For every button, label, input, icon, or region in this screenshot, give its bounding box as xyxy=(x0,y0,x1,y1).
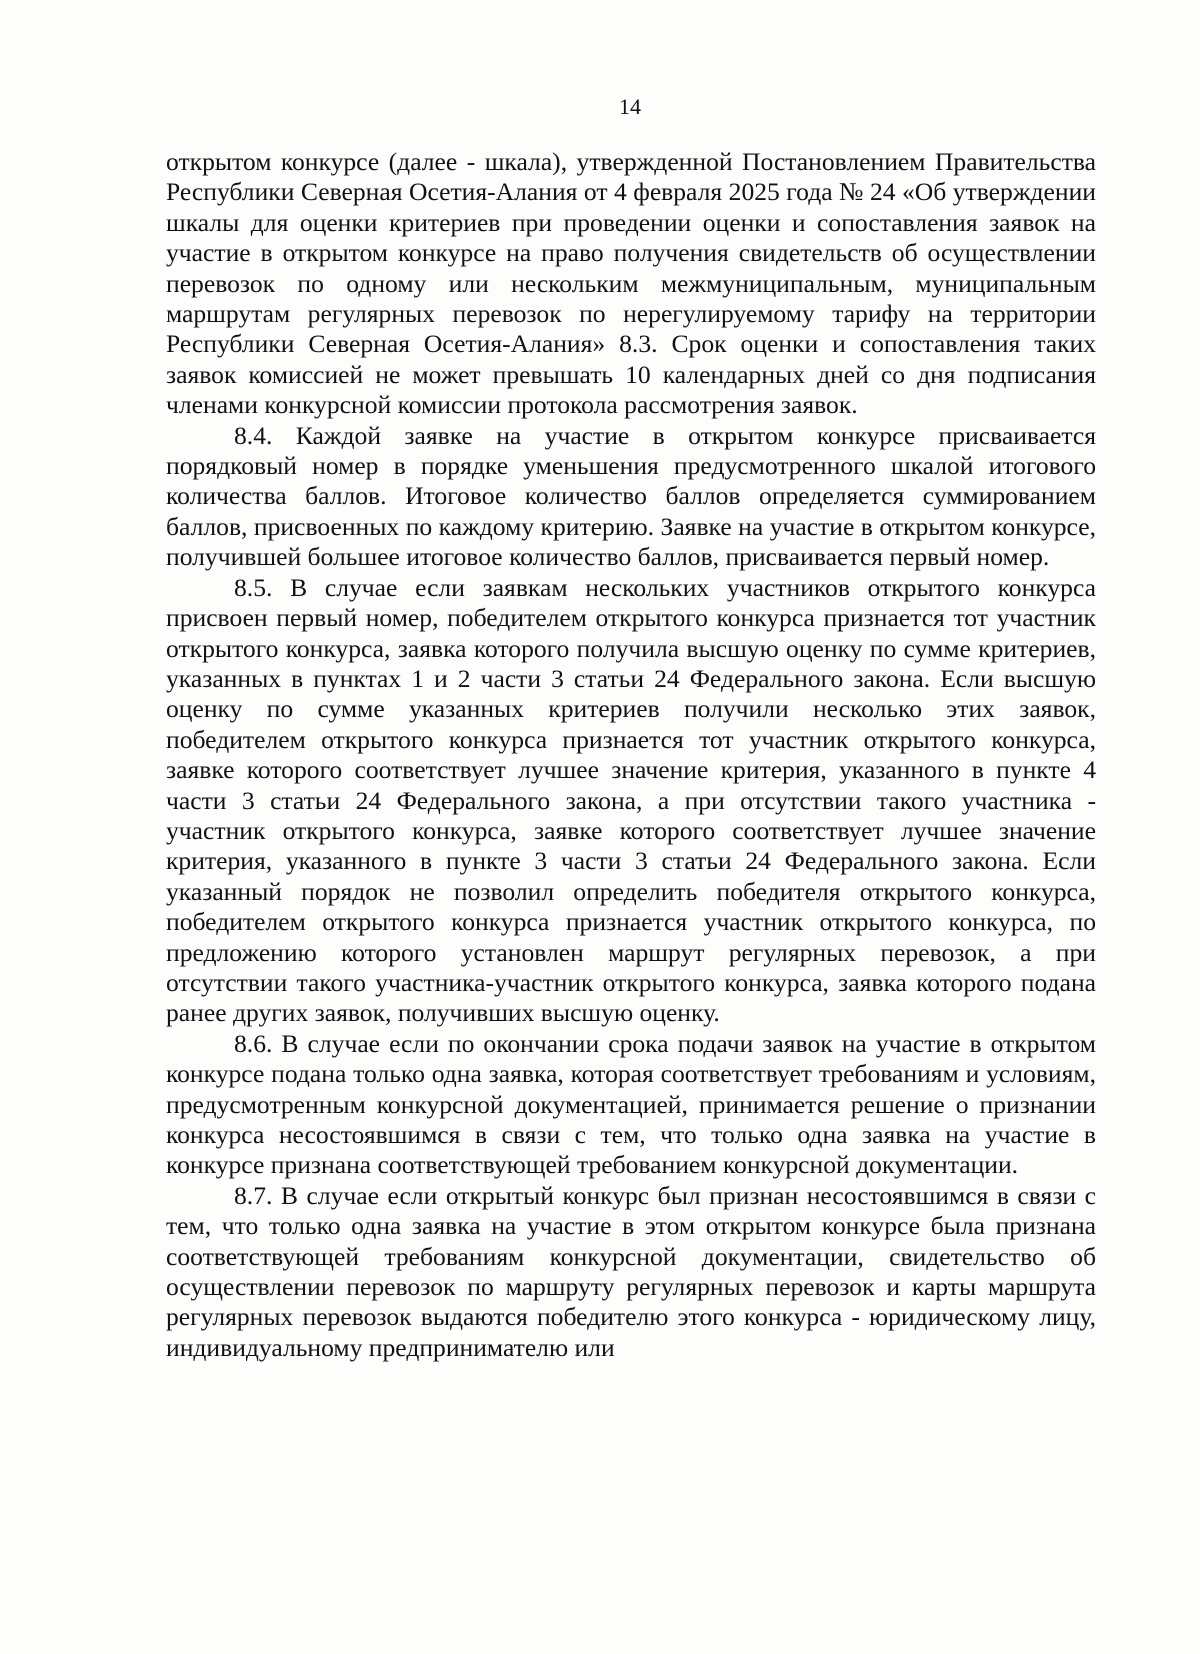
paragraph-8-6: 8.6. В случае если по окончании срока подачи заявок на участие в открытом конкурсе подана только одна заявка, которая соответствует требованиям и условиям, предусмотренным конкурсной документацией, принимается решение о признании конкурса несостоявшимся в связи с тем, что только одна заявка на участие в конкурсе признана соответствующей требованием конкурсной документации. xyxy=(166,1028,1096,1180)
document-body xyxy=(166,147,1096,1363)
paragraph-8-4: 8.4. Каждой заявке на участие в открытом конкурсе присваивается порядковый номер в порядке уменьшения предусмотренного шкалой итогового количества баллов. Итоговое количество баллов определяется суммированием баллов, присвоенных по каждому критерию. Заявке на участие в открытом конкурсе, получившей большее итоговое количество баллов, присваивается первый номер. xyxy=(166,420,1096,572)
page-number: 14 xyxy=(619,94,641,119)
paragraph-8-5: 8.5. В случае если заявкам нескольких участников открытого конкурса присвоен первый номер, победителем открытого конкурса признается тот участник открытого конкурса, заявка которого получила высшую оценку по сумме критериев, указанных в пунктах 1 и 2 части 3 статьи 24 Федерального закона. Если высшую оценку по сумме указанных критериев получили несколько этих заявок, победителем открытого конкурса признается тот участник открытого конкурса, заявке которого соответствует лучшее значение критерия, указанного в пункте 4 части 3 статьи 24 Федерального закона, а при отсутствии такого участника - участник открытого конкурса, заявке которого соответствует лучшее значение критерия, указанного в пункте 3 части 3 статьи 24 Федерального закона. Если указанный порядок не позволил определить победителя открытого конкурса, победителем открытого конкурса признается участник открытого конкурса, по предложению которого установлен маршрут регулярных перевозок, а при отсутствии такого участника-участник открытого конкурса, заявка которого подана ранее других заявок, получивших высшую оценку. xyxy=(166,572,1096,1028)
paragraph-continuation-8-3: открытом конкурсе (далее - шкала), утвержденной Постановлением Правительства Республики Северная Осетия-Алания от 4 февраля 2025 года № 24 «Об утверждении шкалы для оценки критериев при проведении оценки и сопоставления заявок на участие в открытом конкурсе на право получения свидетельств об осуществлении перевозок по одному или нескольким межмуниципальным, муниципальным маршрутам регулярных перевозок по нерегулируемому тарифу на территории Республики Северная Осетия-Алания» 8.3. Срок оценки и сопоставления таких заявок комиссией не может превышать 10 календарных дней со дня подписания членами конкурсной комиссии протокола рассмотрения заявок. xyxy=(166,147,1096,420)
paragraph-8-7: 8.7. В случае если открытый конкурс был признан несостоявшимся в связи с тем, что только одна заявка на участие в этом открытом конкурсе была признана соответствующей требованиям конкурсной документации, свидетельство об осуществлении перевозок по маршруту регулярных перевозок и карты маршрута регулярных перевозок выдаются победителю этого конкурса - юридическому лицу, индивидуальному предпринимателю или xyxy=(166,1180,1096,1362)
